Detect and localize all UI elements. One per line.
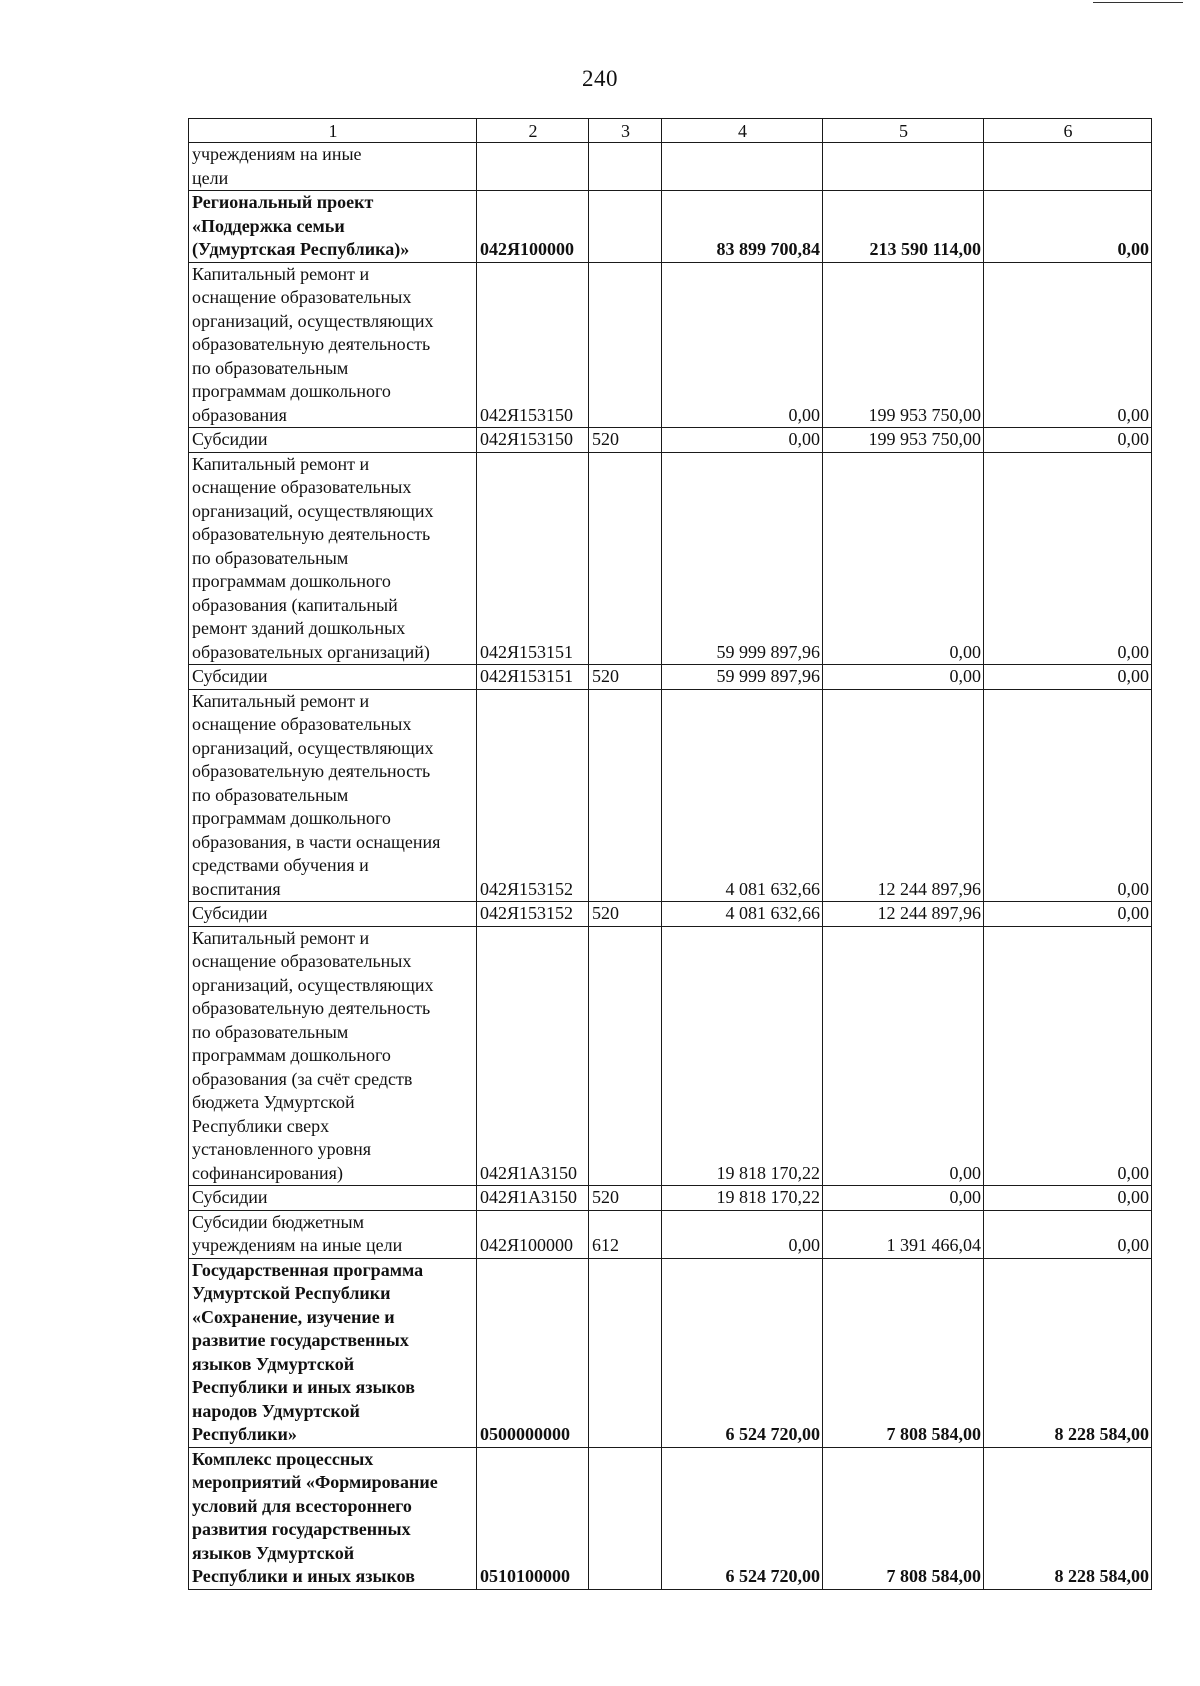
table-row — [189, 143, 1152, 191]
target-code-cell: 042Я100000 — [477, 1210, 589, 1258]
item-name-line: Государственная программа — [192, 1259, 424, 1280]
amount-col4-cell: 0,00 — [662, 428, 823, 453]
expense-type-cell — [589, 143, 662, 191]
expense-type-cell: 520 — [589, 665, 662, 690]
amount-col6-cell: 0,00 — [984, 902, 1152, 927]
column-header-5: 5 — [823, 119, 984, 143]
amount-col4-cell: 59 999 897,96 — [662, 665, 823, 690]
amount-col4-cell: 0,00 — [662, 262, 823, 428]
item-name-line: (Удмуртская Республика)» — [192, 239, 410, 259]
item-name-cell — [189, 689, 477, 902]
amount-col6-cell: 0,00 — [984, 689, 1152, 902]
item-name-line: оснащение образовательных — [192, 951, 412, 971]
page-number: 240 — [582, 66, 618, 91]
item-name-line: софинансирования) — [192, 1162, 343, 1183]
item-name-line: программам дошкольного — [192, 571, 391, 591]
expense-type-cell: 520 — [589, 428, 662, 453]
target-code-cell: 042Я153150 — [477, 428, 589, 453]
item-name-line: средствами обучения и — [192, 855, 369, 875]
item-name-line: по образовательным — [192, 547, 349, 568]
item-name-line: народов Удмуртской — [192, 1400, 360, 1421]
column-header-4: 4 — [662, 119, 823, 143]
item-name-line: образовательную деятельность — [192, 998, 431, 1018]
item-name-line: Республики и иных языков — [192, 1566, 415, 1586]
amount-col6-cell: 0,00 — [984, 191, 1152, 263]
amount-col5-cell: 0,00 — [823, 452, 984, 665]
item-name-line: образования — [192, 404, 287, 425]
table-header — [189, 119, 1152, 143]
budget-table — [188, 118, 1152, 1590]
item-name-line: по образовательным — [192, 1021, 349, 1042]
target-code-cell: 0500000000 — [477, 1258, 589, 1447]
expense-type-cell — [589, 452, 662, 665]
table-row — [189, 428, 1152, 453]
item-name-line: Субсидии — [192, 429, 268, 449]
target-code-cell: 042Я1А3150 — [477, 1186, 589, 1211]
amount-col5-cell: 0,00 — [823, 1186, 984, 1211]
table-row — [189, 665, 1152, 690]
item-name-line: оснащение образовательных — [192, 287, 412, 307]
expense-type-cell — [589, 262, 662, 428]
item-name-line: Капитальный ремонт и — [192, 690, 370, 711]
amount-col5-cell: 1 391 466,04 — [823, 1210, 984, 1258]
item-name-line: учреждениям на иные цели — [192, 1235, 403, 1255]
amount-col5-cell: 0,00 — [823, 665, 984, 690]
amount-col6-cell: 0,00 — [984, 428, 1152, 453]
item-name-cell — [189, 452, 477, 665]
amount-col4-cell: 6 524 720,00 — [662, 1258, 823, 1447]
item-name-cell — [189, 262, 477, 428]
item-name-line: Удмуртской Республики — [192, 1283, 391, 1303]
item-name-line: Субсидии бюджетным — [192, 1211, 365, 1232]
item-name-line: языков Удмуртской — [192, 1353, 355, 1374]
expense-type-cell — [589, 689, 662, 902]
item-name-line: Капитальный ремонт и — [192, 263, 370, 284]
amount-col4-cell — [662, 143, 823, 191]
item-name-line: Республики» — [192, 1424, 297, 1444]
item-name-line: организаций, осуществляющих — [192, 974, 434, 995]
item-name-line: образования (за счёт средств — [192, 1068, 413, 1089]
item-name-cell — [189, 902, 477, 927]
item-name-line: бюджета Удмуртской — [192, 1092, 355, 1112]
item-name-cell — [189, 926, 477, 1186]
amount-col6-cell: 0,00 — [984, 926, 1152, 1186]
amount-col6-cell: 8 228 584,00 — [984, 1447, 1152, 1589]
item-name-line: программам дошкольного — [192, 1045, 391, 1065]
item-name-line: организаций, осуществляющих — [192, 737, 434, 758]
amount-col6-cell: 0,00 — [984, 665, 1152, 690]
amount-col6-cell: 0,00 — [984, 452, 1152, 665]
amount-col5-cell: 0,00 — [823, 926, 984, 1186]
table-row — [189, 262, 1152, 428]
item-name-line: по образовательным — [192, 357, 349, 378]
item-name-line: Капитальный ремонт и — [192, 927, 370, 948]
item-name-line: организаций, осуществляющих — [192, 500, 434, 521]
expense-type-cell — [589, 926, 662, 1186]
amount-col4-cell: 59 999 897,96 — [662, 452, 823, 665]
amount-col5-cell: 199 953 750,00 — [823, 262, 984, 428]
item-name-line: по образовательным — [192, 784, 349, 805]
item-name-line: оснащение образовательных — [192, 714, 412, 734]
item-name-cell — [189, 1210, 477, 1258]
amount-col4-cell: 4 081 632,66 — [662, 902, 823, 927]
target-code-cell: 042Я153151 — [477, 665, 589, 690]
item-name-cell — [189, 1186, 477, 1211]
amount-col4-cell: 83 899 700,84 — [662, 191, 823, 263]
amount-col6-cell: 8 228 584,00 — [984, 1258, 1152, 1447]
expense-type-cell: 520 — [589, 1186, 662, 1211]
item-name-line: развития государственных — [192, 1519, 411, 1539]
table-row — [189, 689, 1152, 902]
item-name-line: Субсидии — [192, 1187, 268, 1207]
item-name-line: Республики сверх — [192, 1115, 330, 1136]
item-name-cell — [189, 1258, 477, 1447]
table-body — [189, 143, 1152, 1590]
item-name-cell — [189, 428, 477, 453]
item-name-cell — [189, 191, 477, 263]
item-name-line: Республики и иных языков — [192, 1377, 415, 1397]
table-row — [189, 1186, 1152, 1211]
amount-col6-cell: 0,00 — [984, 262, 1152, 428]
item-name-line: оснащение образовательных — [192, 477, 412, 497]
item-name-line: программам дошкольного — [192, 381, 391, 401]
header-row — [189, 119, 1152, 143]
column-header-1: 1 — [189, 119, 477, 143]
item-name-line: образовательных организаций) — [192, 641, 430, 662]
amount-col4-cell: 19 818 170,22 — [662, 926, 823, 1186]
amount-col6-cell: 0,00 — [984, 1186, 1152, 1211]
expense-type-cell: 520 — [589, 902, 662, 927]
item-name-line: образования, в части оснащения — [192, 831, 441, 852]
table-row — [189, 191, 1152, 263]
amount-col5-cell: 12 244 897,96 — [823, 902, 984, 927]
target-code-cell: 042Я153151 — [477, 452, 589, 665]
item-name-line: программам дошкольного — [192, 808, 391, 828]
amount-col4-cell: 4 081 632,66 — [662, 689, 823, 902]
item-name-line: «Поддержка семьи — [192, 215, 345, 236]
column-header-6: 6 — [984, 119, 1152, 143]
item-name-line: «Сохранение, изучение и — [192, 1306, 395, 1327]
item-name-line: ремонт зданий дошкольных — [192, 618, 406, 638]
amount-col6-cell — [984, 143, 1152, 191]
target-code-cell — [477, 143, 589, 191]
item-name-line: цели — [192, 167, 229, 188]
item-name-cell — [189, 143, 477, 191]
table-row — [189, 1258, 1152, 1447]
target-code-cell: 0510100000 — [477, 1447, 589, 1589]
item-name-line: Региональный проект — [192, 192, 374, 212]
item-name-line: образовательную деятельность — [192, 334, 431, 354]
item-name-line: организаций, осуществляющих — [192, 310, 434, 331]
amount-col4-cell: 6 524 720,00 — [662, 1447, 823, 1589]
amount-col5-cell: 213 590 114,00 — [823, 191, 984, 263]
column-header-2: 2 — [477, 119, 589, 143]
column-header-3: 3 — [589, 119, 662, 143]
item-name-line: воспитания — [192, 878, 281, 899]
item-name-line: Субсидии — [192, 666, 268, 686]
item-name-line: Капитальный ремонт и — [192, 453, 370, 474]
amount-col5-cell: 7 808 584,00 — [823, 1447, 984, 1589]
amount-col6-cell: 0,00 — [984, 1210, 1152, 1258]
target-code-cell: 042Я153150 — [477, 262, 589, 428]
target-code-cell: 042Я100000 — [477, 191, 589, 263]
amount-col4-cell: 0,00 — [662, 1210, 823, 1258]
item-name-line: развитие государственных — [192, 1330, 409, 1350]
item-name-line: учреждениям на иные — [192, 144, 362, 164]
item-name-line: Субсидии — [192, 903, 268, 923]
table-row — [189, 1447, 1152, 1589]
expense-type-cell: 612 — [589, 1210, 662, 1258]
expense-type-cell — [589, 1447, 662, 1589]
amount-col5-cell: 7 808 584,00 — [823, 1258, 984, 1447]
amount-col5-cell — [823, 143, 984, 191]
item-name-line: условий для всестороннего — [192, 1495, 412, 1516]
item-name-cell — [189, 665, 477, 690]
table-row — [189, 926, 1152, 1186]
amount-col5-cell: 12 244 897,96 — [823, 689, 984, 902]
item-name-line: образовательную деятельность — [192, 524, 431, 544]
expense-type-cell — [589, 191, 662, 263]
item-name-line: Комплекс процессных — [192, 1448, 374, 1469]
item-name-line: образовательную деятельность — [192, 761, 431, 781]
item-name-line: языков Удмуртской — [192, 1542, 355, 1563]
target-code-cell: 042Я153152 — [477, 902, 589, 927]
top-edge-rule — [1093, 2, 1183, 3]
target-code-cell: 042Я153152 — [477, 689, 589, 902]
amount-col4-cell: 19 818 170,22 — [662, 1186, 823, 1211]
item-name-cell — [189, 1447, 477, 1589]
expense-type-cell — [589, 1258, 662, 1447]
table-row — [189, 902, 1152, 927]
table-row — [189, 1210, 1152, 1258]
target-code-cell: 042Я1А3150 — [477, 926, 589, 1186]
item-name-line: мероприятий «Формирование — [192, 1472, 438, 1492]
amount-col5-cell: 199 953 750,00 — [823, 428, 984, 453]
item-name-line: установленного уровня — [192, 1139, 372, 1159]
item-name-line: образования (капитальный — [192, 594, 398, 615]
table-row — [189, 452, 1152, 665]
